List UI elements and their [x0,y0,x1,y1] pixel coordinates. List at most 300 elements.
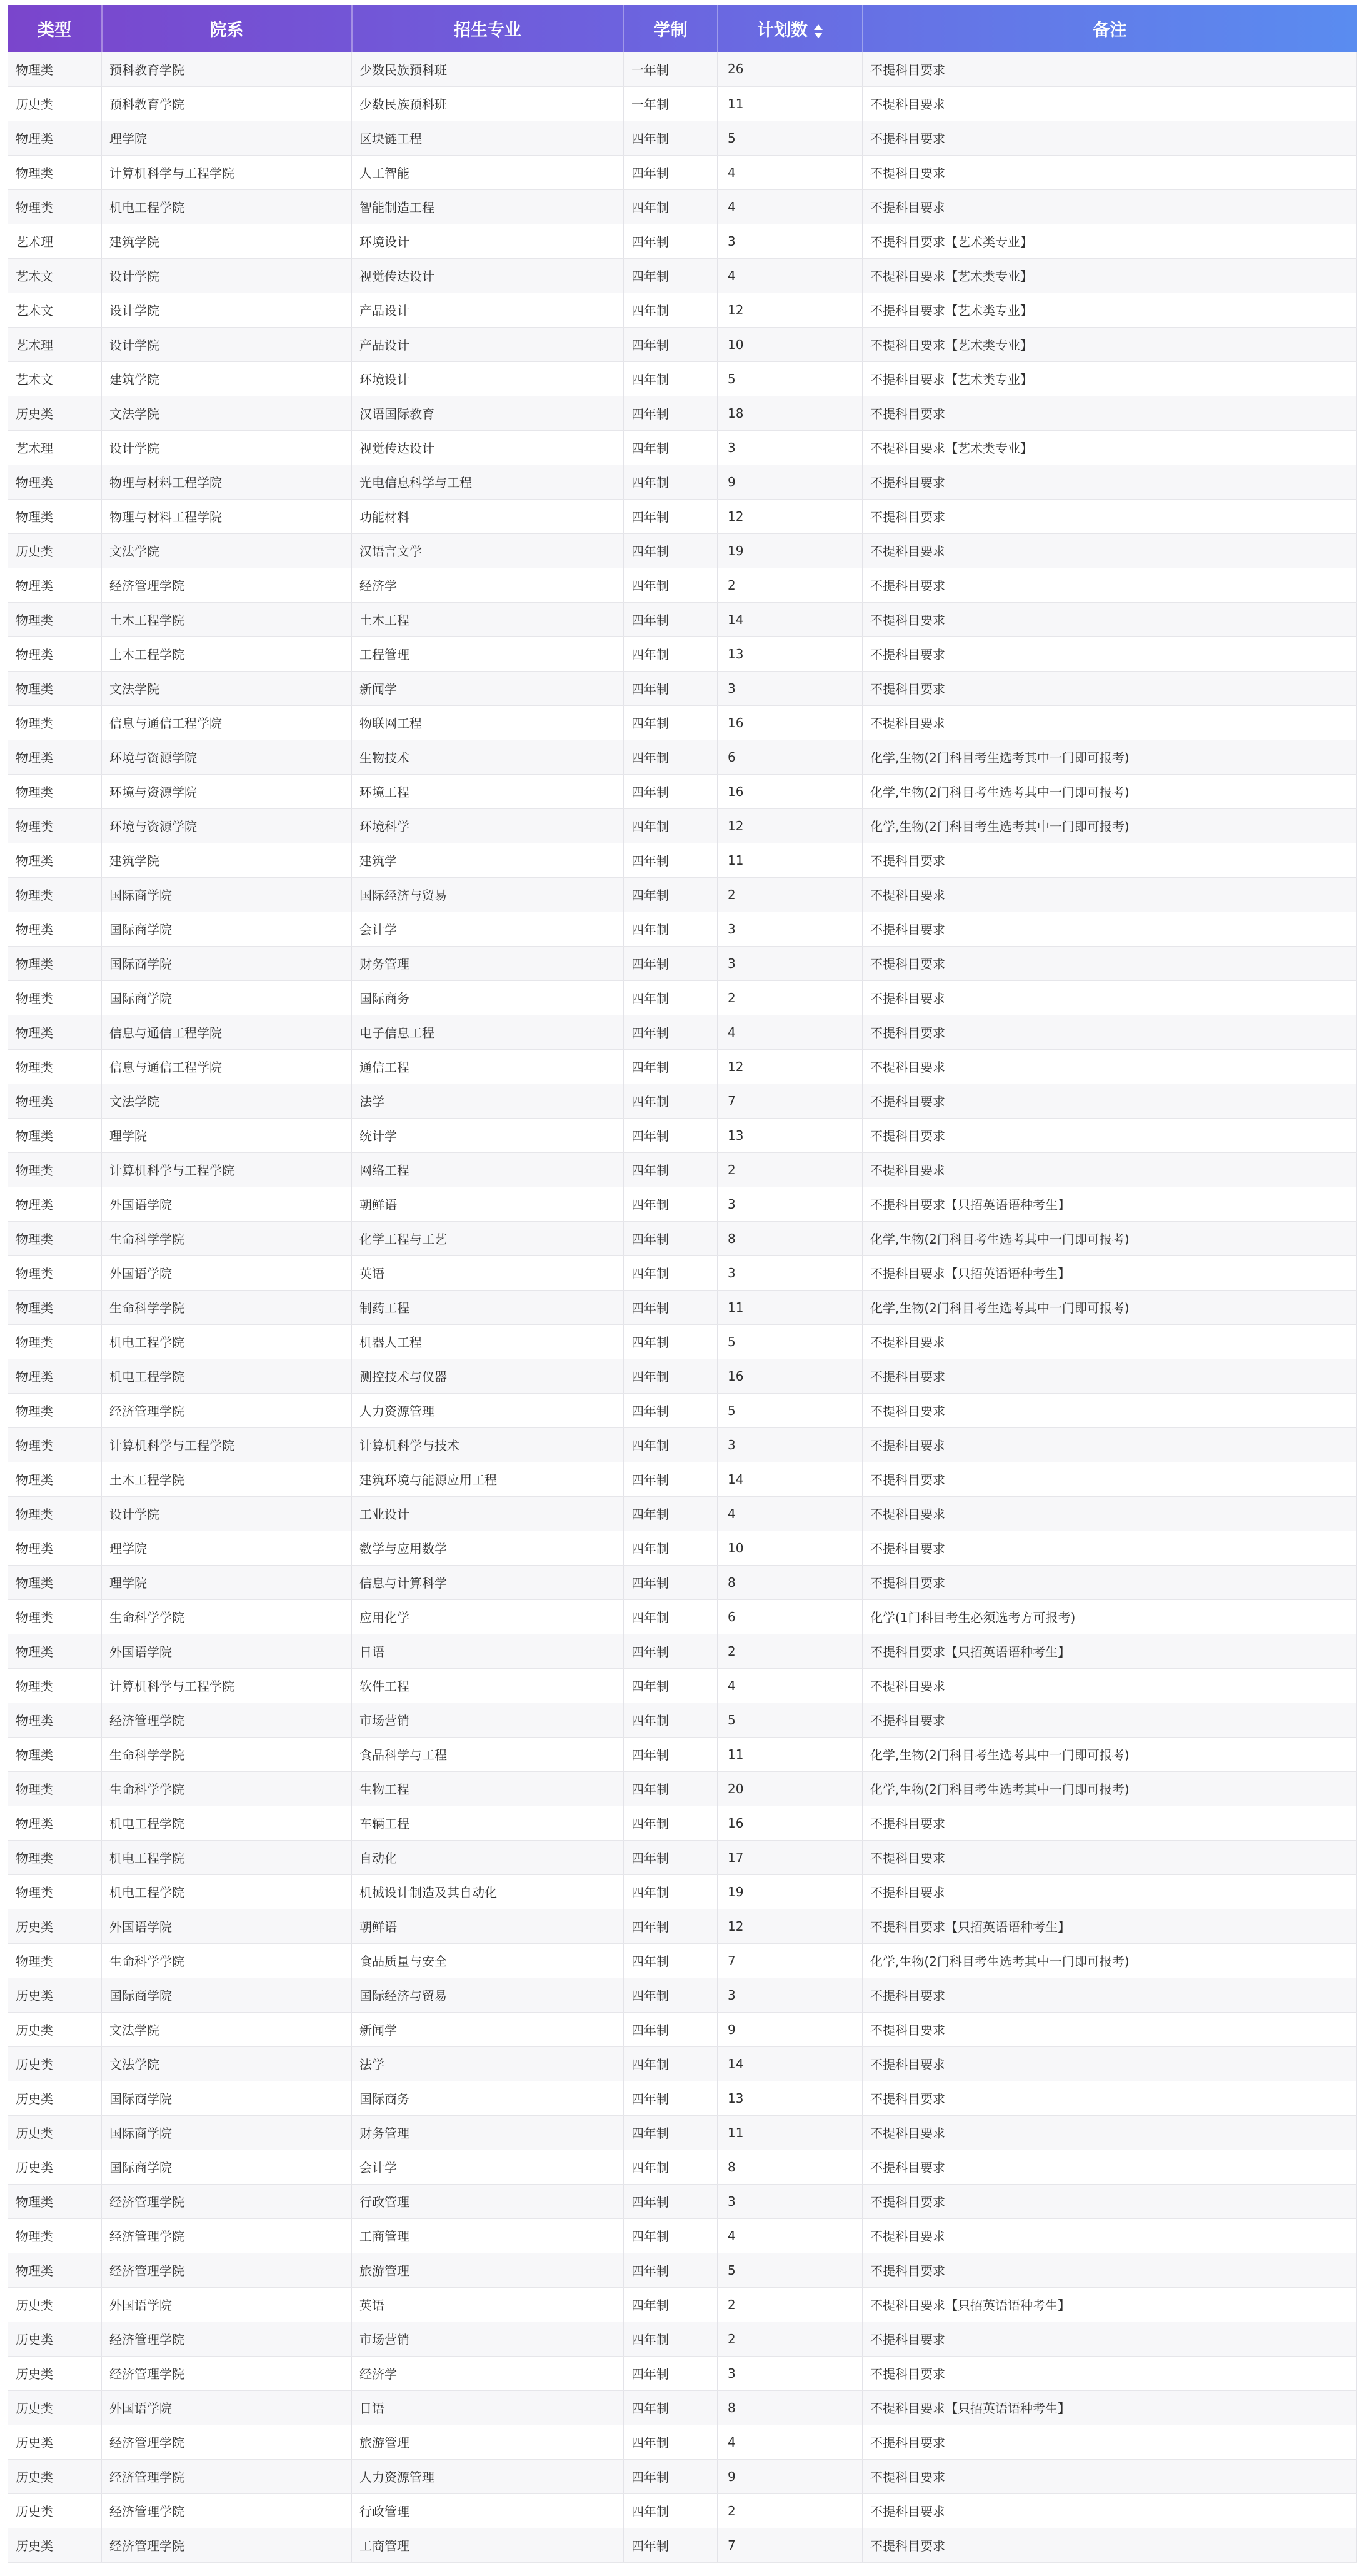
cell-duration: 四年制 [624,912,718,946]
cell-duration: 四年制 [624,2150,718,2184]
cell-type: 物理类 [8,2218,102,2253]
table-row[interactable] [8,1152,1357,1187]
cell-major: 视觉传达设计 [352,258,624,293]
cell-duration: 四年制 [624,1874,718,1909]
cell-type: 物理类 [8,1221,102,1255]
cell-type: 物理类 [8,1015,102,1049]
cell-major: 市场营销 [352,1703,624,1737]
cell-plan: 3 [718,946,863,980]
cell-college: 文法学院 [102,533,352,568]
cell-plan: 2 [718,877,863,912]
cell-major: 汉语国际教育 [352,396,624,430]
cell-duration: 四年制 [624,1221,718,1255]
cell-note: 不提科目要求 [863,1324,1357,1359]
cell-plan: 13 [718,2081,863,2115]
table-row[interactable] [8,2115,1357,2150]
table-row[interactable] [8,671,1357,705]
cell-note: 不提科目要求 [863,499,1357,533]
cell-note: 不提科目要求 [863,1703,1357,1737]
cell-duration: 四年制 [624,1978,718,2012]
cell-type: 历史类 [8,2528,102,2562]
cell-college: 外国语学院 [102,2390,352,2425]
cell-note: 不提科目要求 [863,1531,1357,1565]
cell-major: 测控技术与仪器 [352,1359,624,1393]
cell-type: 物理类 [8,946,102,980]
table-row[interactable] [8,808,1357,843]
table-row[interactable] [8,533,1357,568]
cell-plan: 9 [718,465,863,499]
table-row[interactable] [8,2046,1357,2081]
cell-college: 设计学院 [102,258,352,293]
cell-plan: 5 [718,121,863,155]
table-row[interactable] [8,1393,1357,1427]
cell-college: 理学院 [102,121,352,155]
cell-type: 历史类 [8,2012,102,2046]
cell-major: 工程管理 [352,636,624,671]
cell-duration: 四年制 [624,2184,718,2218]
cell-plan: 3 [718,1978,863,2012]
cell-duration: 四年制 [624,2046,718,2081]
table-row[interactable] [8,1255,1357,1290]
cell-college: 设计学院 [102,293,352,327]
cell-major: 朝鲜语 [352,1187,624,1221]
table-row[interactable] [8,1771,1357,1806]
cell-college: 建筑学院 [102,224,352,258]
table-row[interactable] [8,1909,1357,1943]
cell-major: 视觉传达设计 [352,430,624,465]
cell-college: 理学院 [102,1565,352,1599]
cell-duration: 四年制 [624,2459,718,2493]
cell-note: 不提科目要求 [863,465,1357,499]
cell-duration: 四年制 [624,121,718,155]
cell-major: 朝鲜语 [352,1909,624,1943]
table-row[interactable] [8,2081,1357,2115]
table-row[interactable] [8,1943,1357,1978]
cell-duration: 四年制 [624,1015,718,1049]
cell-duration: 四年制 [624,1187,718,1221]
cell-college: 理学院 [102,1531,352,1565]
cell-note: 不提科目要求 [863,2012,1357,2046]
cell-college: 环境与资源学院 [102,808,352,843]
table-row[interactable] [8,1221,1357,1255]
cell-college: 文法学院 [102,1084,352,1118]
cell-type: 物理类 [8,843,102,877]
cell-major: 法学 [352,1084,624,1118]
cell-major: 工商管理 [352,2218,624,2253]
cell-college: 国际商学院 [102,2115,352,2150]
cell-college: 土木工程学院 [102,636,352,671]
column-header-college[interactable] [102,5,352,52]
cell-type: 物理类 [8,671,102,705]
cell-major: 汉语言文学 [352,533,624,568]
cell-duration: 四年制 [624,2390,718,2425]
cell-note: 不提科目要求 [863,1462,1357,1496]
cell-major: 应用化学 [352,1599,624,1634]
table-row[interactable] [8,1427,1357,1462]
table-row[interactable] [8,224,1357,258]
cell-major: 统计学 [352,1118,624,1152]
cell-note: 不提科目要求 [863,2150,1357,2184]
cell-major: 建筑环境与能源应用工程 [352,1462,624,1496]
cell-type: 物理类 [8,1462,102,1496]
table-row[interactable] [8,1015,1357,1049]
cell-plan: 4 [718,2218,863,2253]
cell-type: 物理类 [8,568,102,602]
cell-college: 机电工程学院 [102,189,352,224]
cell-plan: 13 [718,1118,863,1152]
cell-major: 数学与应用数学 [352,1531,624,1565]
table-row[interactable] [8,2356,1357,2390]
cell-plan: 11 [718,1737,863,1771]
cell-college: 设计学院 [102,430,352,465]
table-row[interactable] [8,740,1357,774]
cell-note: 化学,生物(2门科目考生选考其中一门即可报考) [863,1290,1357,1324]
cell-plan: 9 [718,2012,863,2046]
cell-major: 车辆工程 [352,1806,624,1840]
table-row[interactable] [8,1290,1357,1324]
cell-note: 化学,生物(2门科目考生选考其中一门即可报考) [863,1943,1357,1978]
cell-plan: 6 [718,740,863,774]
table-row[interactable] [8,1084,1357,1118]
cell-college: 机电工程学院 [102,1806,352,1840]
cell-college: 信息与通信工程学院 [102,705,352,740]
table-row[interactable] [8,1703,1357,1737]
cell-duration: 四年制 [624,155,718,189]
cell-note: 不提科目要求【艺术类专业】 [863,430,1357,465]
cell-plan: 3 [718,430,863,465]
cell-duration: 四年制 [624,1324,718,1359]
cell-major: 会计学 [352,912,624,946]
table-row[interactable] [8,705,1357,740]
cell-duration: 四年制 [624,1634,718,1668]
cell-type: 物理类 [8,121,102,155]
cell-note: 化学(1门科目考生必须选考方可报考) [863,1599,1357,1634]
cell-note: 不提科目要求 [863,1668,1357,1703]
table-row[interactable] [8,1874,1357,1909]
cell-type: 物理类 [8,2184,102,2218]
cell-type: 物理类 [8,1840,102,1874]
table-row[interactable] [8,361,1357,396]
table-row[interactable] [8,1187,1357,1221]
table-row[interactable] [8,2184,1357,2218]
cell-major: 产品设计 [352,293,624,327]
cell-note: 不提科目要求【只招英语语种考生】 [863,1187,1357,1221]
table-row[interactable] [8,1049,1357,1084]
cell-major: 环境设计 [352,361,624,396]
cell-duration: 四年制 [624,499,718,533]
table-row[interactable] [8,1324,1357,1359]
column-header-label: 备注 [1093,21,1127,40]
cell-college: 生命科学学院 [102,1771,352,1806]
table-row[interactable] [8,396,1357,430]
cell-note: 不提科目要求【艺术类专业】 [863,258,1357,293]
cell-type: 物理类 [8,636,102,671]
cell-note: 不提科目要求 [863,2528,1357,2562]
cell-type: 艺术文 [8,293,102,327]
cell-college: 外国语学院 [102,1255,352,1290]
column-header-label: 计划数 [757,21,808,40]
cell-major: 环境设计 [352,224,624,258]
cell-note: 不提科目要求 [863,980,1357,1015]
cell-note: 不提科目要求 [863,155,1357,189]
cell-major: 机械设计制造及其自动化 [352,1874,624,1909]
cell-college: 物理与材料工程学院 [102,499,352,533]
cell-duration: 四年制 [624,946,718,980]
table-row[interactable] [8,1737,1357,1771]
table-row[interactable] [8,1634,1357,1668]
table-row[interactable] [8,2287,1357,2322]
table-row[interactable] [8,121,1357,155]
cell-duration: 四年制 [624,1531,718,1565]
cell-type: 物理类 [8,808,102,843]
cell-note: 不提科目要求 [863,843,1357,877]
cell-type: 物理类 [8,1703,102,1737]
column-header-label: 院系 [209,21,244,40]
sort-icon[interactable] [814,24,823,39]
cell-plan: 7 [718,1084,863,1118]
table-row[interactable] [8,52,1357,86]
table-row[interactable] [8,258,1357,293]
cell-duration: 四年制 [624,1703,718,1737]
cell-note: 化学,生物(2门科目考生选考其中一门即可报考) [863,740,1357,774]
cell-plan: 3 [718,1187,863,1221]
cell-note: 不提科目要求【艺术类专业】 [863,293,1357,327]
cell-college: 机电工程学院 [102,1840,352,1874]
table-row[interactable] [8,2425,1357,2459]
cell-note: 化学,生物(2门科目考生选考其中一门即可报考) [863,1221,1357,1255]
cell-type: 物理类 [8,1634,102,1668]
column-header-note[interactable] [863,5,1357,52]
cell-college: 环境与资源学院 [102,774,352,808]
cell-plan: 4 [718,1668,863,1703]
table-row[interactable] [8,912,1357,946]
cell-duration: 四年制 [624,2115,718,2150]
cell-duration: 四年制 [624,293,718,327]
cell-major: 会计学 [352,2150,624,2184]
cell-college: 经济管理学院 [102,1393,352,1427]
cell-duration: 四年制 [624,258,718,293]
cell-college: 计算机科学与工程学院 [102,1152,352,1187]
cell-plan: 19 [718,1874,863,1909]
cell-plan: 13 [718,636,863,671]
cell-college: 经济管理学院 [102,2184,352,2218]
cell-college: 机电工程学院 [102,1359,352,1393]
cell-duration: 四年制 [624,774,718,808]
cell-college: 生命科学学院 [102,1943,352,1978]
cell-major: 新闻学 [352,671,624,705]
cell-major: 工商管理 [352,2528,624,2562]
table-row[interactable] [8,1565,1357,1599]
cell-major: 网络工程 [352,1152,624,1187]
table-row[interactable] [8,86,1357,121]
cell-note: 不提科目要求 [863,2081,1357,2115]
cell-college: 经济管理学院 [102,2253,352,2287]
cell-duration: 四年制 [624,1084,718,1118]
cell-college: 经济管理学院 [102,568,352,602]
cell-type: 物理类 [8,1324,102,1359]
cell-college: 文法学院 [102,396,352,430]
cell-plan: 2 [718,1152,863,1187]
cell-type: 历史类 [8,2150,102,2184]
table-header [8,5,1357,52]
cell-note: 不提科目要求 [863,602,1357,636]
cell-type: 历史类 [8,396,102,430]
cell-plan: 3 [718,1427,863,1462]
cell-plan: 8 [718,2390,863,2425]
cell-note: 不提科目要求 [863,2218,1357,2253]
cell-major: 国际经济与贸易 [352,1978,624,2012]
cell-major: 英语 [352,1255,624,1290]
cell-major: 智能制造工程 [352,189,624,224]
cell-major: 建筑学 [352,843,624,877]
cell-type: 物理类 [8,1771,102,1806]
cell-college: 国际商学院 [102,2150,352,2184]
table-row[interactable] [8,843,1357,877]
table-row[interactable] [8,2493,1357,2528]
cell-type: 历史类 [8,2115,102,2150]
cell-type: 物理类 [8,602,102,636]
table-row[interactable] [8,2528,1357,2562]
column-header-major[interactable] [352,5,624,52]
column-header-type[interactable] [8,5,102,52]
cell-note: 不提科目要求 [863,189,1357,224]
cell-major: 自动化 [352,1840,624,1874]
table-row[interactable] [8,189,1357,224]
column-header-duration[interactable] [624,5,718,52]
table-row[interactable] [8,636,1357,671]
cell-type: 物理类 [8,189,102,224]
cell-duration: 四年制 [624,2012,718,2046]
cell-plan: 4 [718,155,863,189]
cell-college: 计算机科学与工程学院 [102,1668,352,1703]
cell-duration: 四年制 [624,2322,718,2356]
cell-type: 物理类 [8,1565,102,1599]
cell-duration: 四年制 [624,2081,718,2115]
cell-type: 物理类 [8,1806,102,1840]
table-row[interactable] [8,980,1357,1015]
column-header-plan[interactable] [718,5,863,52]
cell-plan: 5 [718,1703,863,1737]
cell-major: 工业设计 [352,1496,624,1531]
table-row[interactable] [8,568,1357,602]
cell-major: 区块链工程 [352,121,624,155]
cell-note: 不提科目要求 [863,1565,1357,1599]
cell-duration: 一年制 [624,52,718,86]
cell-duration: 四年制 [624,1359,718,1393]
cell-type: 历史类 [8,2287,102,2322]
cell-note: 不提科目要求【只招英语语种考生】 [863,1255,1357,1290]
cell-duration: 四年制 [624,2287,718,2322]
cell-duration: 四年制 [624,1290,718,1324]
cell-plan: 9 [718,2459,863,2493]
table-row[interactable] [8,946,1357,980]
table-row[interactable] [8,774,1357,808]
cell-duration: 四年制 [624,740,718,774]
cell-type: 历史类 [8,2493,102,2528]
cell-plan: 3 [718,912,863,946]
header-row [8,5,1357,52]
cell-duration: 四年制 [624,843,718,877]
cell-note: 化学,生物(2门科目考生选考其中一门即可报考) [863,1737,1357,1771]
cell-duration: 四年制 [624,2218,718,2253]
table-row[interactable] [8,2253,1357,2287]
cell-note: 不提科目要求 [863,1806,1357,1840]
cell-major: 通信工程 [352,1049,624,1084]
table-row[interactable] [8,155,1357,189]
cell-plan: 16 [718,705,863,740]
cell-duration: 一年制 [624,86,718,121]
cell-type: 物理类 [8,1290,102,1324]
cell-note: 不提科目要求 [863,946,1357,980]
cell-plan: 19 [718,533,863,568]
table-row[interactable] [8,877,1357,912]
table-row[interactable] [8,499,1357,533]
cell-college: 经济管理学院 [102,2322,352,2356]
table-row[interactable] [8,1668,1357,1703]
table-row[interactable] [8,2150,1357,2184]
cell-plan: 26 [718,52,863,86]
table-row[interactable] [8,293,1357,327]
cell-type: 艺术理 [8,327,102,361]
table-row[interactable] [8,2390,1357,2425]
table-row[interactable] [8,1462,1357,1496]
cell-note: 不提科目要求 [863,2253,1357,2287]
cell-duration: 四年制 [624,636,718,671]
cell-plan: 3 [718,671,863,705]
cell-plan: 2 [718,1634,863,1668]
cell-college: 物理与材料工程学院 [102,465,352,499]
cell-type: 物理类 [8,740,102,774]
cell-type: 物理类 [8,912,102,946]
table-row[interactable] [8,1840,1357,1874]
table-row[interactable] [8,1359,1357,1393]
cell-note: 不提科目要求 [863,1427,1357,1462]
table-row[interactable] [8,1496,1357,1531]
cell-duration: 四年制 [624,1806,718,1840]
cell-plan: 7 [718,1943,863,1978]
table-row[interactable] [8,465,1357,499]
cell-plan: 11 [718,86,863,121]
cell-plan: 2 [718,2322,863,2356]
table-row[interactable] [8,2012,1357,2046]
cell-college: 国际商学院 [102,912,352,946]
table-row[interactable] [8,2459,1357,2493]
table-row[interactable] [8,602,1357,636]
cell-duration: 四年制 [624,465,718,499]
cell-note: 不提科目要求 [863,1359,1357,1393]
cell-note: 不提科目要求 [863,912,1357,946]
cell-major: 经济学 [352,2356,624,2390]
cell-plan: 16 [718,1359,863,1393]
table-row[interactable] [8,1978,1357,2012]
cell-type: 物理类 [8,980,102,1015]
table-row[interactable] [8,430,1357,465]
cell-college: 国际商学院 [102,1978,352,2012]
cell-plan: 14 [718,2046,863,2081]
cell-major: 人工智能 [352,155,624,189]
table-row[interactable] [8,2218,1357,2253]
cell-duration: 四年制 [624,1427,718,1462]
table-row[interactable] [8,2322,1357,2356]
cell-duration: 四年制 [624,1393,718,1427]
table-row[interactable] [8,1806,1357,1840]
table-row[interactable] [8,1118,1357,1152]
cell-plan: 11 [718,843,863,877]
table-row[interactable] [8,1531,1357,1565]
table-row[interactable] [8,327,1357,361]
cell-note: 不提科目要求 [863,1084,1357,1118]
table-row[interactable] [8,1599,1357,1634]
